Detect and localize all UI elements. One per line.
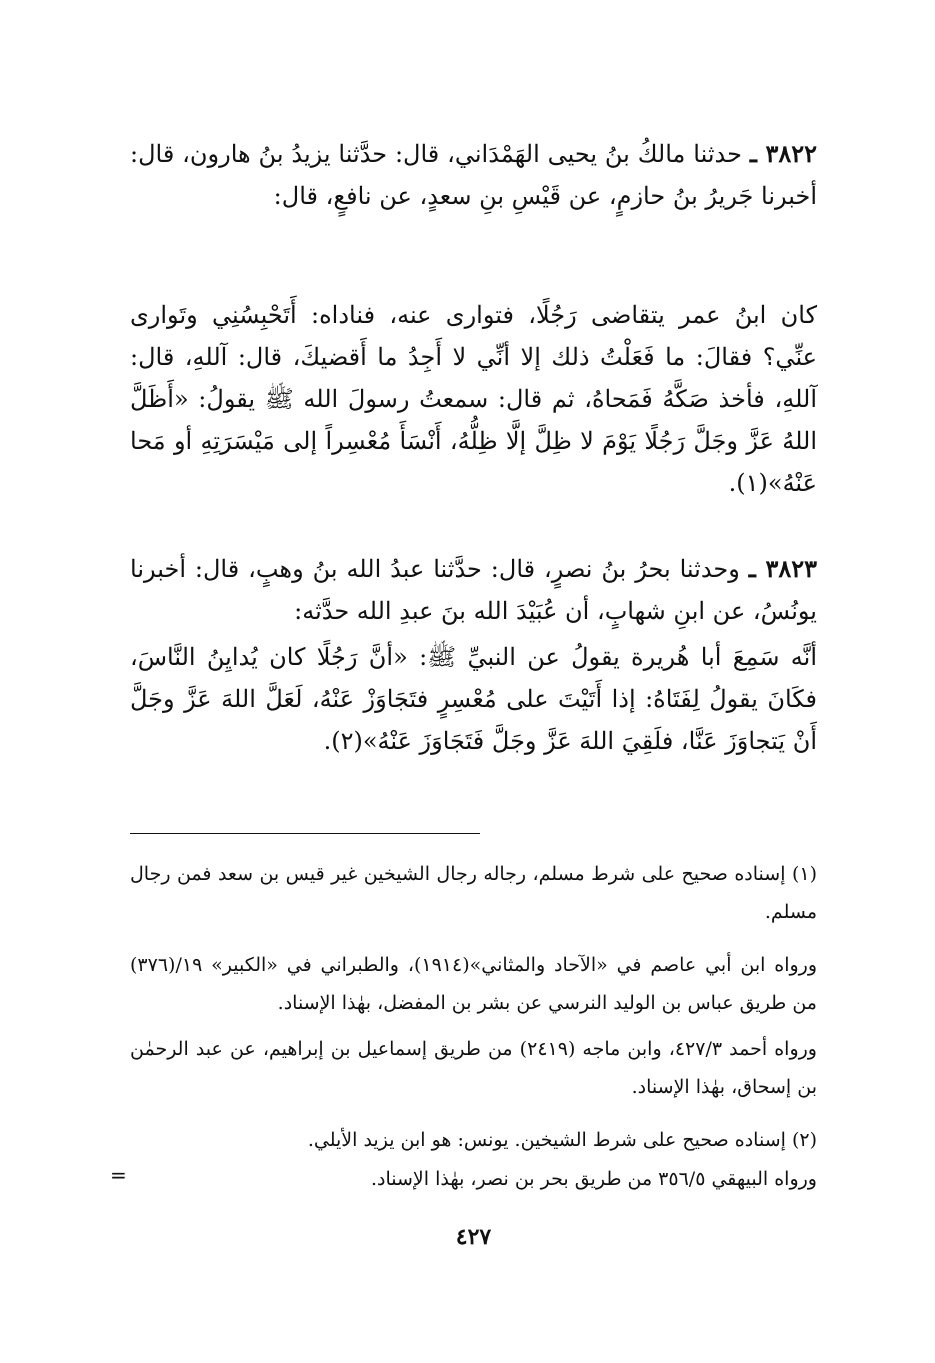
page-number: ٤٢٧ bbox=[455, 1224, 492, 1250]
hadith-3822-isnad bbox=[130, 133, 817, 217]
footnote-1-source-b: ورواه أحمد ٤٢٧/٣، وابن ماجه (٢٤١٩) من طريق إسماعيل بن إبراهيم، عن عبد الرحمٰن بن إسحاق، بهٰذا الإسناد. bbox=[130, 1038, 817, 1098]
hadith-number: ٣٨٢٢ ـ bbox=[749, 139, 817, 168]
isnad-text: حدثنا مالكُ بنُ يحيى الهَمْدَاني، قال: حدَّثنا يزيدُ بنُ هارون، قال: أخبرنا جَريرُ بنُ حازمٍ، عن قَيْسِ بنِ سعدٍ، عن نافعٍ، قال: bbox=[130, 140, 817, 210]
hadith-3822-matn: كان ابنُ عمر يتقاضى رَجُلًا، فتوارى عنه، فناداه: أَتَحْبِسُنِي وتَوارى عنِّي؟ فقالَ: ما فَعَلْتُ ذلك إلا أنِّي لا أَجِدُ ما أَقضيكَ، قال: آللهِ، قال: آللهِ، فأخذ صَكَّهُ فَمَحاهُ، ثم قال: سمعتُ رسولَ الله ﷺ يقولُ: «أَظَلَّ اللهُ عَزَّ وجَلَّ رَجُلًا يَوْمَ لا ظِلَّ إلَّا ظِلُّهُ، أَنْسَأَ مُعْسِراً إلى مَيْسَرَتِهِ أو مَحا عَنْهُ»(١). bbox=[130, 301, 818, 497]
footnote-2-source: ورواه البيهقي ٣٥٦/٥ من طريق بحر بن نصر، بهٰذا الإسناد. bbox=[370, 1168, 817, 1190]
isnad-text: وحدثنا بحرُ بنُ نصرٍ، قال: حدَّثنا عبدُ الله بنُ وهبٍ، قال: أخبرنا يونُسُ، عن ابنِ شهابٍ، أن عُبَيْدَ الله بنَ عبدِ الله حدَّثه: bbox=[130, 555, 817, 625]
footnote-divider bbox=[130, 833, 480, 834]
hadith-3823-matn: أنَّه سَمِعَ أبا هُريرة يقولُ عن النبيِّ ﷺ: «أنَّ رَجُلًا كان يُدايِنُ النَّاسَ، فكَانَ يقولُ لِفَتَاهُ: إذا أَتَيْتَ على مُعْسِرٍ فتَجَاوَزْ عَنْهُ، لَعَلَّ اللهَ عَزَّ وجَلَّ أَنْ يَتجاوَزَ عَنَّا، فلَقِيَ اللهَ عَزَّ وجَلَّ فَتَجَاوَزَ عَنْهُ»(٢). bbox=[130, 643, 817, 755]
hadith-number: ٣٨٢٣ ـ bbox=[748, 554, 817, 583]
book-page bbox=[130, 0, 817, 1363]
continuation-mark: = bbox=[110, 1163, 127, 1187]
footnote-1-source-a: ورواه ابن أبي عاصم في «الآحاد والمثاني»(١٩١٤)، والطبراني في «الكبير» ١٩/(٣٧٦) من طريق عباس بن الوليد النرسي عن بشر بن المفضل، بهٰذا الإسناد. bbox=[130, 954, 817, 1014]
footnote-2: (٢) إسناده صحيح على شرط الشيخين. يونس: هو ابن يزيد الأيلي. bbox=[307, 1129, 817, 1151]
hadith-3823-isnad bbox=[130, 548, 817, 632]
footnote-1: (١) إسناده صحيح على شرط مسلم، رجاله رجال الشيخين غير قيس بن سعد فمن رجال مسلم. bbox=[130, 863, 817, 923]
